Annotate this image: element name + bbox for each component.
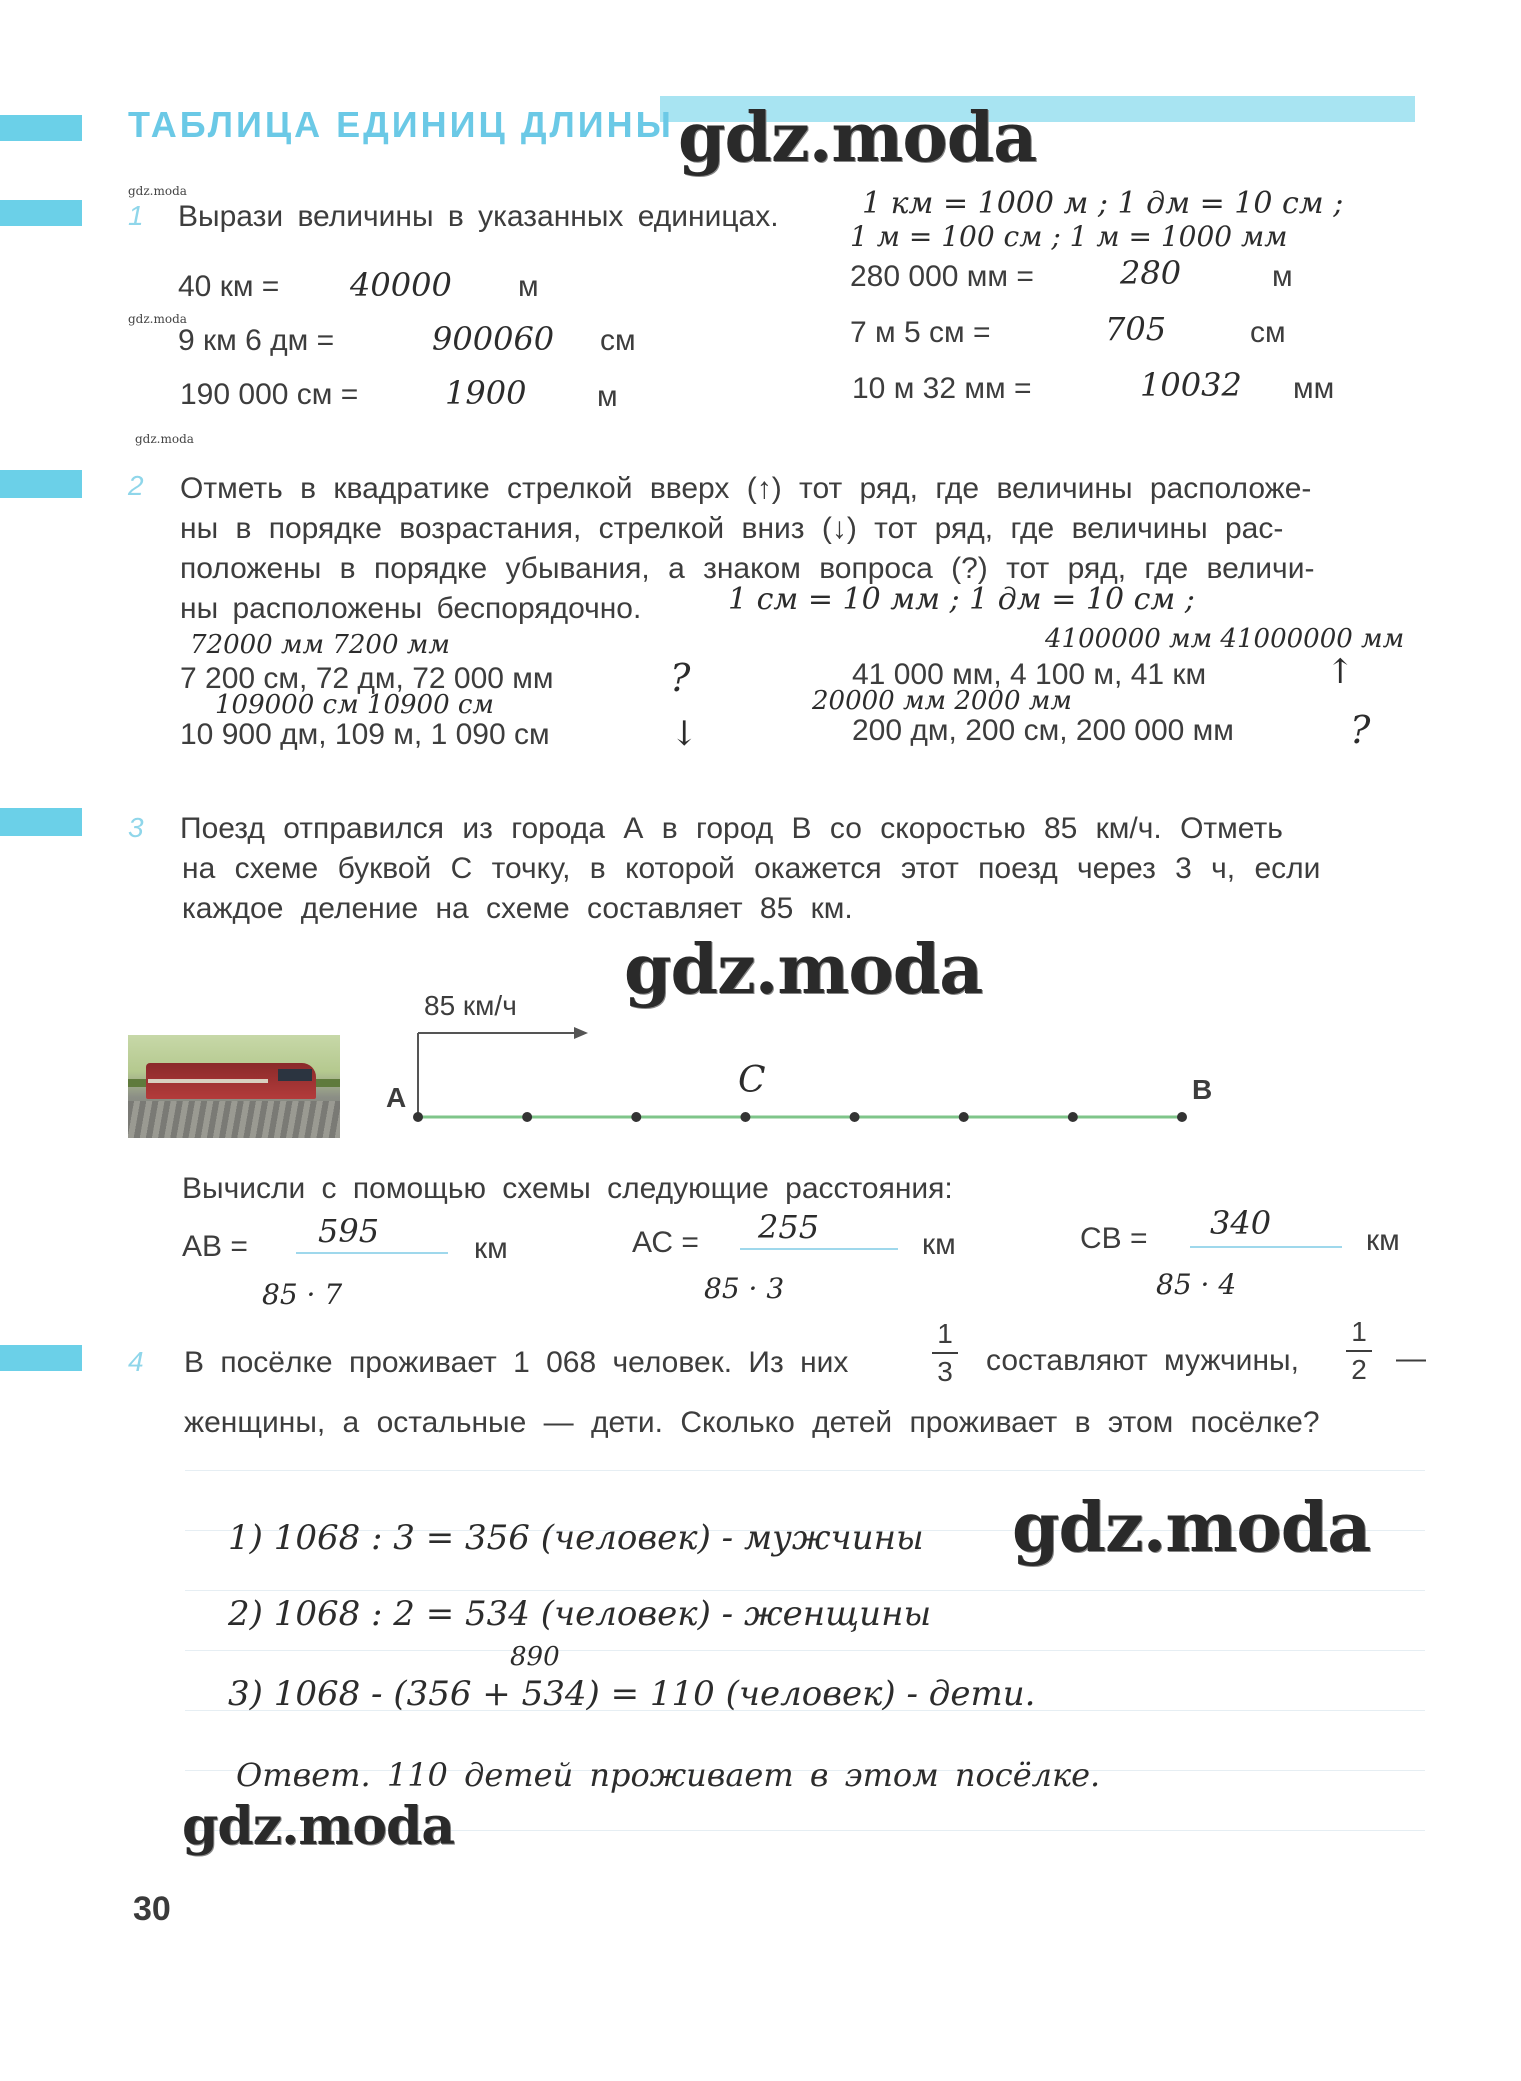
exercise-question: 9 км 6 дм = <box>178 324 335 357</box>
watermark: gdz.moda <box>678 98 1037 178</box>
task4-text: В посёлке проживает 1 068 человек. Из них <box>184 1346 849 1379</box>
task1-note: 1 км = 1000 м ; 1 дм = 10 см ; <box>862 186 1344 221</box>
exercise-question: 40 км = <box>178 270 280 303</box>
task3-line: на схеме буквой С точку, в которой окажется этот поезд через 3 ч, если <box>182 852 1321 885</box>
exercise-question: 7 м 5 см = <box>850 316 991 349</box>
task-number: 4 <box>128 1346 144 1377</box>
row-hand-conversion: 72000 мм 7200 мм <box>190 630 450 660</box>
page-number: 30 <box>133 1890 171 1928</box>
watermark: gdz.moda <box>1012 1488 1371 1568</box>
answer-unit: км <box>1366 1224 1400 1257</box>
watermark-small: gdz.moda <box>128 184 187 198</box>
answer-underline <box>740 1248 898 1250</box>
speed-label: 85 км/ч <box>424 990 517 1021</box>
answer-calc: 85 · 7 <box>262 1278 343 1311</box>
fraction-denominator: 2 <box>1351 1354 1367 1385</box>
fraction-one-half <box>1346 1316 1372 1386</box>
scheme-division-point <box>1068 1112 1078 1122</box>
exercise-unit: м <box>597 380 618 413</box>
answer-underline <box>296 1252 448 1254</box>
exercise-answer: 705 <box>1105 310 1167 348</box>
row-mark: ↓ <box>670 714 699 754</box>
scheme-division-point <box>850 1112 860 1122</box>
fraction-numerator: 1 <box>937 1318 953 1349</box>
exercise-question: 10 м 32 мм = <box>852 372 1032 405</box>
row-values: 10 900 дм, 109 м, 1 090 см <box>180 718 550 751</box>
watermark: gdz.moda <box>182 1796 455 1857</box>
task3-line: каждое деление на схеме составляет 85 км. <box>182 892 853 925</box>
task2-line: ны расположены беспорядочно. <box>180 592 642 625</box>
answer-unit: км <box>474 1232 508 1265</box>
watermark-small: gdz.moda <box>128 312 187 326</box>
exercise-unit: см <box>600 324 636 357</box>
solution-answer: Ответ. 110 детей проживает в этом посёлке. <box>236 1756 1101 1794</box>
exercise-answer: 10032 <box>1140 366 1242 404</box>
task4-dash: — <box>1396 1342 1426 1375</box>
exercise-answer: 900060 <box>432 320 555 358</box>
arrow-head-icon <box>574 1027 588 1039</box>
task3-subtitle: Вычисли с помощью схемы следующие расстояния: <box>182 1172 953 1205</box>
answer-underline <box>1190 1246 1342 1248</box>
task4-text: составляют мужчины, <box>986 1344 1299 1377</box>
scheme-division-point <box>959 1112 969 1122</box>
row-hand-conversion: 20000 мм 2000 мм <box>812 686 1072 716</box>
watermark: gdz.moda <box>624 930 983 1010</box>
row-hand-conversion: 4100000 мм 41000000 мм <box>1045 624 1405 654</box>
task-number: 2 <box>128 470 144 501</box>
side-tab <box>0 1345 82 1371</box>
scheme-division-point <box>1177 1112 1187 1122</box>
row-mark: ? <box>1350 708 1371 752</box>
task1-note: 1 м = 100 см ; 1 м = 1000 мм <box>850 220 1288 253</box>
answer-unit: км <box>922 1228 956 1261</box>
row-values: 41 000 мм, 4 100 м, 41 км <box>852 658 1207 691</box>
task2-line: Отметь в квадратике стрелкой вверх (↑) тот ряд, где величины расположе- <box>180 472 1312 505</box>
task2-line: положены в порядке убывания, а знаком вопроса (?) тот ряд, где величи- <box>180 552 1315 585</box>
point-b-label: B <box>1192 1074 1213 1105</box>
side-tab <box>0 115 82 141</box>
task-number: 3 <box>128 812 144 843</box>
ruled-line <box>185 1650 1425 1651</box>
task-number: 1 <box>128 200 144 231</box>
exercise-unit: м <box>1272 260 1293 293</box>
side-tab <box>0 200 82 226</box>
exercise-answer: 280 <box>1120 254 1182 292</box>
solution-step: 1) 1068 : 3 = 356 (человек) - мужчины <box>228 1518 924 1558</box>
task4-text: женщины, а остальные — дети. Сколько детей проживает в этом посёлке? <box>184 1406 1320 1439</box>
ruled-line <box>185 1470 1425 1471</box>
answer-label: СВ = <box>1080 1222 1148 1255</box>
point-c-label: C <box>738 1060 766 1101</box>
ruled-line <box>185 1590 1425 1591</box>
answer-calc: 85 · 3 <box>704 1272 785 1305</box>
exercise-answer: 1900 <box>445 374 527 412</box>
answer-label: АВ = <box>182 1230 248 1263</box>
answer-label: АС = <box>632 1226 699 1259</box>
exercise-question: 280 000 мм = <box>850 260 1034 293</box>
row-mark: ↑ <box>1326 652 1355 692</box>
fraction-denominator: 3 <box>937 1356 953 1387</box>
answer-value: 340 <box>1210 1204 1272 1242</box>
task3-line: Поезд отправился из города А в город В со скоростью 85 км/ч. Отметь <box>180 812 1283 845</box>
exercise-question: 190 000 см = <box>180 378 359 411</box>
scheme-division-point <box>740 1112 750 1122</box>
fraction-one-third <box>932 1318 958 1388</box>
watermark-small: gdz.moda <box>135 432 194 446</box>
task2-line: ны в порядке возрастания, стрелкой вниз (↓) тот ряд, где величины рас- <box>180 512 1284 545</box>
solution-intermediate: 890 <box>510 1642 560 1672</box>
row-values: 7 200 см, 72 дм, 72 000 мм <box>180 662 554 695</box>
task1-prompt: Вырази величины в указанных единицах. <box>178 200 779 233</box>
exercise-answer: 40000 <box>350 266 452 304</box>
scheme-division-point <box>631 1112 641 1122</box>
page-title: ТАБЛИЦА ЕДИНИЦ ДЛИНЫ <box>128 104 674 145</box>
scheme-division-point <box>413 1112 423 1122</box>
answer-value: 595 <box>318 1212 380 1250</box>
point-a-label: A <box>386 1082 407 1113</box>
exercise-unit: мм <box>1293 372 1335 405</box>
answer-calc: 85 · 4 <box>1156 1268 1237 1301</box>
side-tab <box>0 808 82 836</box>
exercise-unit: м <box>518 270 539 303</box>
answer-value: 255 <box>758 1208 820 1246</box>
row-hand-conversion: 109000 см 10900 см <box>215 690 494 720</box>
side-tab <box>0 470 82 498</box>
exercise-unit: см <box>1250 316 1286 349</box>
solution-step: 3) 1068 - (356 + 534) = 110 (человек) - дети. <box>228 1674 1036 1714</box>
train-photo <box>128 1035 340 1138</box>
task2-note: 1 см = 10 мм ; 1 дм = 10 см ; <box>728 582 1195 617</box>
row-values: 200 дм, 200 см, 200 000 мм <box>852 714 1234 747</box>
solution-step: 2) 1068 : 2 = 534 (человек) - женщины <box>228 1594 932 1634</box>
fraction-numerator: 1 <box>1351 1316 1367 1347</box>
scheme-division-point <box>522 1112 532 1122</box>
row-mark: ? <box>670 656 691 700</box>
